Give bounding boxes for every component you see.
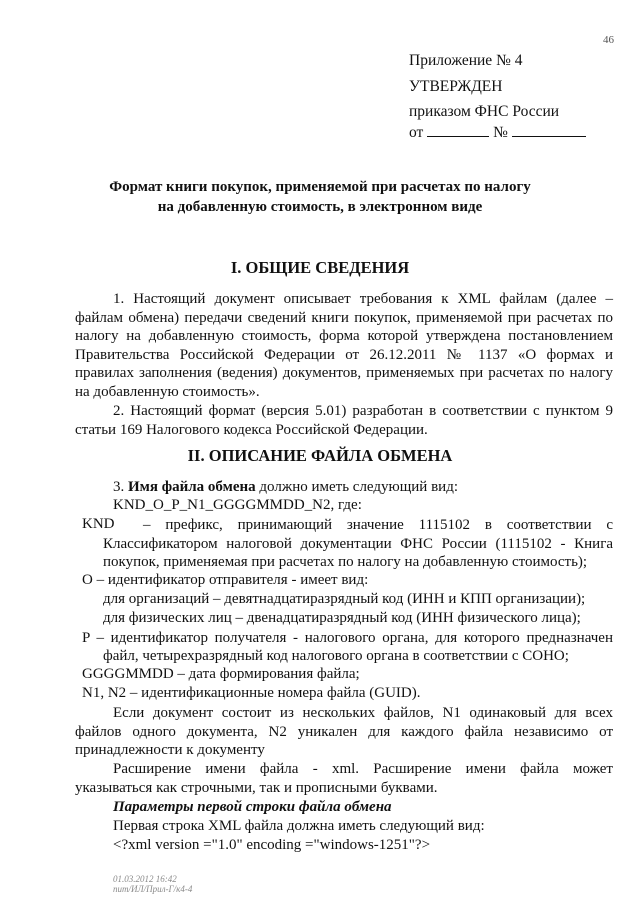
- number-blank: [512, 124, 586, 137]
- date-blank: [427, 124, 489, 137]
- multi-line: принадлежности к документу: [75, 742, 265, 759]
- approved-label: УТВЕРЖДЕН: [409, 78, 503, 95]
- ext-line: указываться как строчными, так и прописными буквами.: [75, 779, 438, 796]
- date-line: GGGGMMDD – дата формирования файла;: [82, 666, 360, 682]
- footer-timestamp: 01.03.2012 16:42: [113, 874, 177, 884]
- appendix-label: Приложение № 4: [409, 52, 523, 69]
- item3-line: [113, 479, 458, 496]
- o-organizations: для организаций – девятнадцатиразрядный код (ИНН и КПП организации);: [103, 591, 586, 607]
- xml-declaration: <?xml version ="1.0" encoding ="windows-1251"?>: [113, 837, 431, 853]
- order-label: приказом ФНС России: [409, 103, 560, 120]
- knd-description-cont: [103, 535, 613, 572]
- multi-line: файлов одного документа, N2 уникален для каждого файла независимо от: [75, 723, 613, 740]
- section1-heading: I. ОБЩИЕ СВЕДЕНИЯ: [230, 258, 410, 277]
- p1-line: файлам обмена) передачи сведений книги покупок, применяемой при расчетах по: [75, 309, 613, 326]
- from-label: от: [409, 124, 424, 141]
- p-description: [82, 629, 613, 648]
- knd-key: KND: [82, 516, 115, 532]
- knd-line: – префикс, принимающий значение 1115102 в соответствии с: [143, 517, 613, 533]
- p1-line: правилах заполнения (ведения) документов, применяемых при расчетах по налогу: [75, 365, 613, 382]
- item3-number: 3.: [113, 479, 125, 495]
- p1-line: на добавленную стоимость».: [75, 383, 260, 400]
- file-name-pattern: KND_O_P_N1_GGGGMMDD_N2, где:: [113, 497, 362, 513]
- order-date-number: [409, 124, 586, 142]
- document-title-line1: Формат книги покупок, применяемой при расчетах по налогу: [109, 179, 531, 195]
- p2-line: 2. Настоящий формат (версия 5.01) разработан в соответствии с пунктом 9: [113, 403, 613, 419]
- document-title-line2: на добавленную стоимость, в электронном виде: [157, 199, 483, 215]
- params-heading: Параметры первой строки файла обмена: [113, 799, 392, 815]
- p1-line: 1. Настоящий документ описывает требования к XML файлам (далее –: [113, 291, 613, 307]
- o-individuals: для физических лиц – двенадцатиразрядный код (ИНН физического лица);: [103, 610, 581, 626]
- p-line: файл, четырехразрядный код налогового органа в соответствии с СОНО;: [103, 647, 569, 664]
- o-line: O – идентификатор отправителя - имеет вид:: [82, 572, 369, 588]
- first-line-text: Первая строка XML файла должна иметь следующий вид:: [113, 818, 485, 834]
- section1-paragraph1: [75, 290, 613, 402]
- knd-line: покупок, применяемая при расчетах по налогу на добавленную стоимость);: [103, 554, 588, 571]
- p2-line: статьи 169 Налогового кодекса Российской Федерации.: [75, 421, 428, 438]
- extension-paragraph: [75, 760, 613, 797]
- p1-line: налогу на добавленную стоимость, форма которой утверждена постановлением: [75, 328, 613, 345]
- section2-heading: II. ОПИСАНИЕ ФАЙЛА ОБМЕНА: [187, 446, 453, 465]
- number-label: №: [493, 124, 508, 141]
- multi-file-paragraph: [75, 704, 613, 760]
- multi-line: Если документ состоит из нескольких файлов, N1 одинаковый для всех: [113, 705, 613, 721]
- guid-line: N1, N2 – идентификационные номера файла (GUID).: [82, 685, 421, 701]
- p1-line: Правительства Российской Федерации от 26.12.2011 № 1137 «О формах и: [75, 346, 613, 363]
- knd-description: [143, 516, 613, 535]
- knd-line: Классификатором налоговой документации ФНС России (1115102 - Книга: [103, 535, 613, 552]
- file-name-term: Имя файла обмена: [128, 479, 256, 495]
- ext-line: Расширение имени файла - xml. Расширение имени файла может: [113, 761, 613, 777]
- footer-filename: пит/ИЛ/Прил-Г/к4-4: [113, 884, 193, 894]
- p-line: P – идентификатор получателя - налогового органа, для которого предназначен: [82, 630, 613, 646]
- section1-paragraph2: [75, 402, 613, 439]
- item3-text: должно иметь следующий вид:: [259, 479, 458, 495]
- page-number: 46: [603, 34, 614, 46]
